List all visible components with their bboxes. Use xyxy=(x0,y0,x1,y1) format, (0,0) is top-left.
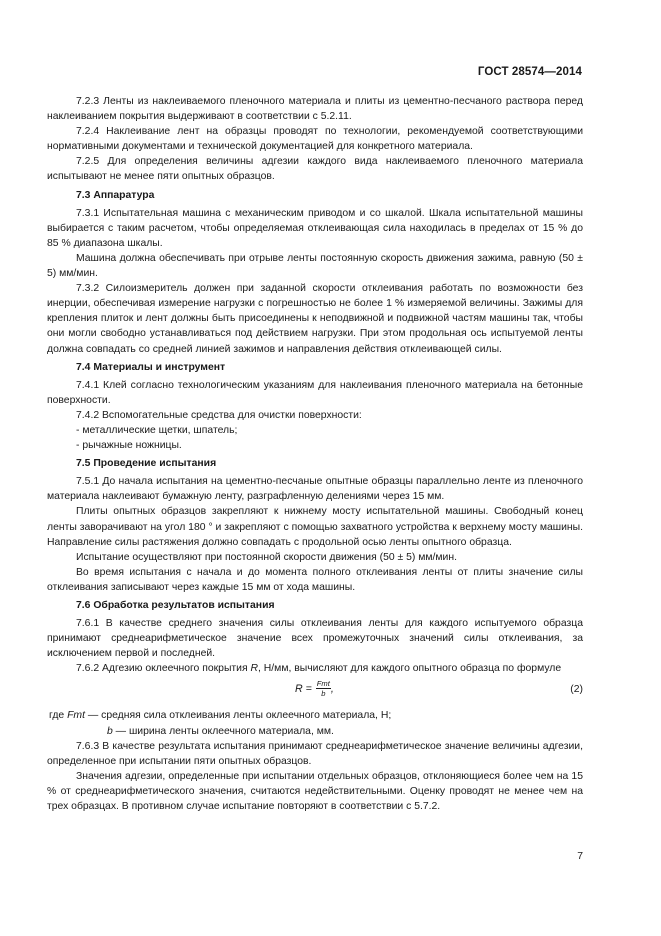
legend-where: где xyxy=(49,710,68,722)
section-heading-7-3: 7.3 Аппаратура xyxy=(76,189,155,201)
paragraph-7-6-3: 7.6.3 В качестве результата испытания принимают среднеарифметическое значение величины адгезии, определенное при испытании пяти опытных образцов. xyxy=(47,740,583,767)
paragraph-7-2-5: 7.2.5 Для определения величины адгезии каждого вида наклеиваемого пленочного материала испытывают не менее пяти опытных образцов. xyxy=(47,156,583,183)
formula-legend-b xyxy=(47,724,583,739)
paragraph-7-5-1-mounting: Плиты опытных образцов закрепляют к нижнему мосту испытательной машины. Свободный конец ленты заворачивают на угол 180 ° и закрепляют с помощью захватного устройства к верхнему мосту машины. Направление силы растяжения должно совпадать с продольной осью ленты опытного образца. xyxy=(47,506,583,548)
paragraph-7-6-1: 7.6.1 В качестве среднего значения силы отклеивания ленты для каждого испытуемого образца принимают среднеарифметическое значение всех промежуточных значений силы отклеивания, за исключением первой и последней. xyxy=(47,618,583,660)
page-number: 7 xyxy=(577,851,583,862)
variable-r: R xyxy=(250,663,259,675)
document-header: ГОСТ 28574—2014 xyxy=(477,66,582,78)
formula-lhs: R = xyxy=(295,683,312,696)
paragraph-7-4-1: 7.4.1 Клей согласно технологическим указаниям для наклеивания пленочного материала на бетонные поверхности. xyxy=(47,379,583,406)
formula-expression xyxy=(295,680,334,698)
legend-def-b: — ширина ленты оклеечного материала, мм. xyxy=(112,725,334,737)
list-item: - металлические щетки, шпатель; xyxy=(76,424,238,436)
formula-numerator: Fmt xyxy=(316,679,330,689)
legend-var-fmt: Fmt xyxy=(67,710,85,722)
paragraph-7-3-2: 7.3.2 Силоизмеритель должен при заданной скорости отклеивания работать по возможности без инерции, обеспечивая измерение нагрузки с погрешностью не более 1 % измеряемой величины. Зажимы для крепления плиток и лент должны быть присоединены к неподвижной и подвижной частям машины так, чтобы они могли свободно устанавливаться под действием нагрузки. При этом продольная ось испытуемой ленты должна совпадать со средней линией зажимов и направления действия отклеивающей силы. xyxy=(47,283,583,355)
formula-comma: , xyxy=(330,683,334,696)
paragraph-7-4-2: 7.4.2 Вспомогательные средства для очистки поверхности: xyxy=(76,409,362,421)
paragraph-7-3-1: 7.3.1 Испытательная машина с механическим приводом и со шкалой. Шкала испытательной машины выбирается с таким расчетом, чтобы определяемая отклеивающая сила находилась в пределах от 15 % до 85 % диапазона шкалы. xyxy=(47,207,583,249)
formula-legend-fmt xyxy=(49,708,583,723)
formula-denominator: b xyxy=(321,689,326,699)
paragraph-7-6-2-text-tail: , Н/мм, вычисляют для каждого опытного образца по формуле xyxy=(258,663,562,675)
paragraph-7-6-3-validity: Значения адгезии, определенные при испытании отдельных образцов, отклоняющиеся более чем на 15 % от среднеарифметического значения, считаются недействительными. Оценку проводят не менее чем на трех образцах. В противном случае испытание повторяют в соответствии с 5.7.2. xyxy=(47,770,583,813)
document-body xyxy=(47,94,583,814)
paragraph-7-2-4: 7.2.4 Наклеивание лент на образцы проводят по технологии, рекомендуемой соответствующими нормативными документами и технической документацией для конкретного материала. xyxy=(47,126,583,153)
section-heading-7-6: 7.6 Обработка результатов испытания xyxy=(76,600,275,611)
formula-number: (2) xyxy=(570,684,583,696)
paragraph-7-6-2-text: 7.6.2 Адгезию оклеечного покрытия xyxy=(76,663,251,675)
paragraph-7-5-1: 7.5.1 До начала испытания на цементно-песчаные опытные образцы параллельно ленте из пленочного материала наклеивают бумажную ленту, разграфленную делениями через 15 мм. xyxy=(47,476,583,503)
section-heading-7-4: 7.4 Материалы и инструмент xyxy=(76,361,226,373)
paragraph-7-5-1-speed: Испытание осуществляют при постоянной скорости движения (50 ± 5) мм/мин. xyxy=(76,551,457,563)
section-heading-7-5: 7.5 Проведение испытания xyxy=(76,458,217,470)
legend-var-b: b xyxy=(107,725,113,737)
legend-def-fmt: — средняя сила отклеивания ленты оклеечного материала, Н; xyxy=(84,710,392,722)
list-item: - рычажные ножницы. xyxy=(76,440,182,452)
paragraph-7-6-2 xyxy=(47,661,583,676)
formula-2 xyxy=(47,676,583,708)
paragraph-7-2-3: 7.2.3 Ленты из наклеиваемого пленочного материала и плиты из цементно-песчаного раствора перед наклеиванием покрытия выдерживают в соответствии с 5.2.11. xyxy=(47,96,583,123)
formula-fraction xyxy=(316,680,331,698)
paragraph-7-3-1-speed: Машина должна обеспечивать при отрыве ленты постоянную скорость движения зажима, равную (50 ± 5) мм/мин. xyxy=(47,252,583,280)
paragraph-7-5-1-recording: Во время испытания с начала и до момента полного отклеивания ленты от плиты значение силы отклеивания записывают через каждые 15 мм от хода машины. xyxy=(47,566,583,593)
